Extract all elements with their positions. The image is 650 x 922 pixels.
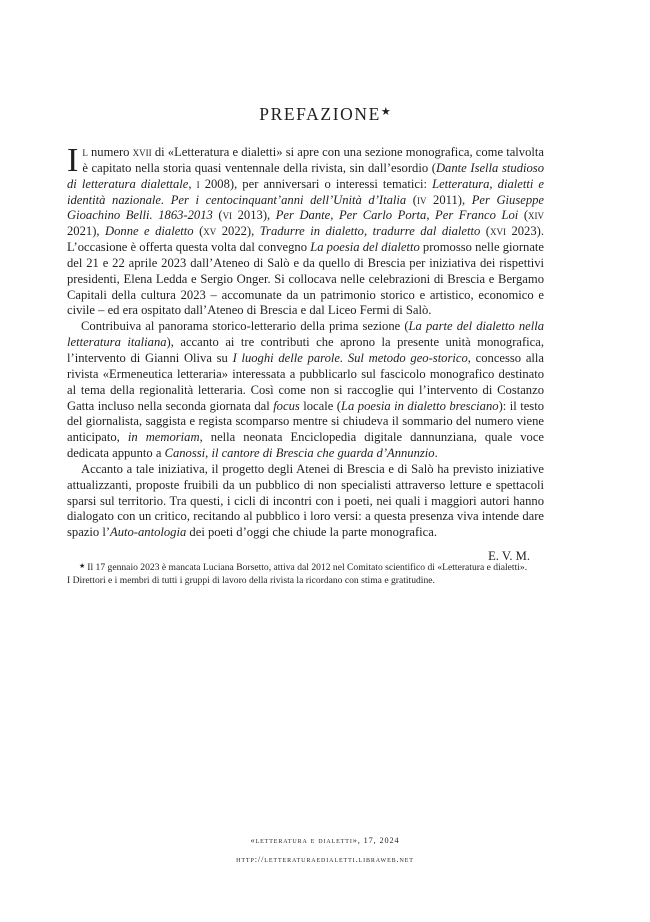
paragraph-1: Il numero xvii di «Letteratura e dialetti» si apre con una sezione monografica, come talvolta è capitato nella storia quasi ventennale della rivista, sin dall’esordio (Dante Isella studioso di letteratura dialettale, i 2008), per anniversari o interessi tematici: Letteratura, dialetti e identità nazionale. Per i centocinquant’anni dell’Unità d’Italia (iv 2011), Per Giuseppe Gioachino Belli. 1863-2013 (vi 2013), Per Dante, Per Carlo Porta, Per Franco Loi (xiv 2021), Donne e dialetto (xv 2022), Tradurre in dialetto, tradurre dal dialetto (xvi 2023). L’occasione è offerta questa volta dal convegno La poesia del dialetto promosso nelle giornate del 21 e 22 aprile 2023 dall’Ateneo di Salò e da quello di Brescia per iniziativa dei rispettivi presidenti, Elena Ledda e Sergio Onger. Si collocava nelle celebrazioni di Brescia e Bergamo Capitali della cultura 2023 – accomunate da un patrimonio storico e artistico, economico e civile – ed era ospitato dall’Ateneo di Brescia e dal Liceo Fermi di Salò. bbox=[67, 142, 545, 318]
page-title bbox=[0, 104, 650, 125]
paragraph-3: Accanto a tale iniziativa, il progetto degli Atenei di Brescia e di Salò ha previsto iniziative attualizzanti, proposte fruibili da un pubblico di non specialisti attraverso letture e spettacoli sparsi sul territorio. Tra questi, i cicli di incontri con i poeti, nei quali i maggiori autori hanno dialogato con un critico, recitando al pubblico i loro versi: a questa presenza viva intende dare spazio l’Auto-antologia dei poeti d’oggi che chiude la parte monografica. bbox=[67, 461, 544, 540]
footnote-line-2: I Direttori e i membri di tutti i gruppi di lavoro della rivista la ricordano con stima e gratitudine. bbox=[67, 574, 435, 586]
journal-citation: «letteratura e dialetti», 17, 2024 bbox=[250, 836, 400, 845]
journal-url: http://letteraturaedialetti.libraweb.net bbox=[236, 855, 414, 864]
title-footnote-mark: ★ bbox=[380, 106, 391, 118]
footnote bbox=[67, 560, 547, 587]
preface-body bbox=[67, 142, 545, 565]
title-text: PREFAZIONE bbox=[259, 104, 381, 124]
paragraph-2: Contribuiva al panorama storico-letterario della prima sezione (La parte del dialetto nella letteratura italiana), accanto ai tre contributi che aprono la presente unità monografica, l’intervento di Gianni Oliva su I luoghi delle parole. Sul metodo geo-storico, concesso alla rivista «Ermeneutica letteraria» interessata a pubblicarlo sul fascicolo monografico destinato al tema della regionalità letteraria. Così come non si raccoglie qui l’intervento di Costanzo Gatta incluso nella seconda giornata dal focus locale (La poesia in dialetto bresciano): il testo del giornalista, saggista e regista scomparso mentre si chiudeva il sommario del numero viene anticipato, in memoriam, nella neonata Enciclopedia digitale dannunziana, quale voce dedicata appunto a Canossi, il cantore di Brescia che guarda d’Annunzio. bbox=[67, 319, 545, 461]
author-initials: E. V. M. bbox=[488, 549, 530, 564]
drop-cap: I bbox=[67, 142, 79, 179]
footnote-line-1: Il 17 gennaio 2023 è mancata Luciana Borsetto, attiva dal 2012 nel Comitato scientifico di «Letteratura e dialetti». bbox=[87, 562, 528, 573]
footnote-mark: ★ bbox=[79, 562, 86, 570]
